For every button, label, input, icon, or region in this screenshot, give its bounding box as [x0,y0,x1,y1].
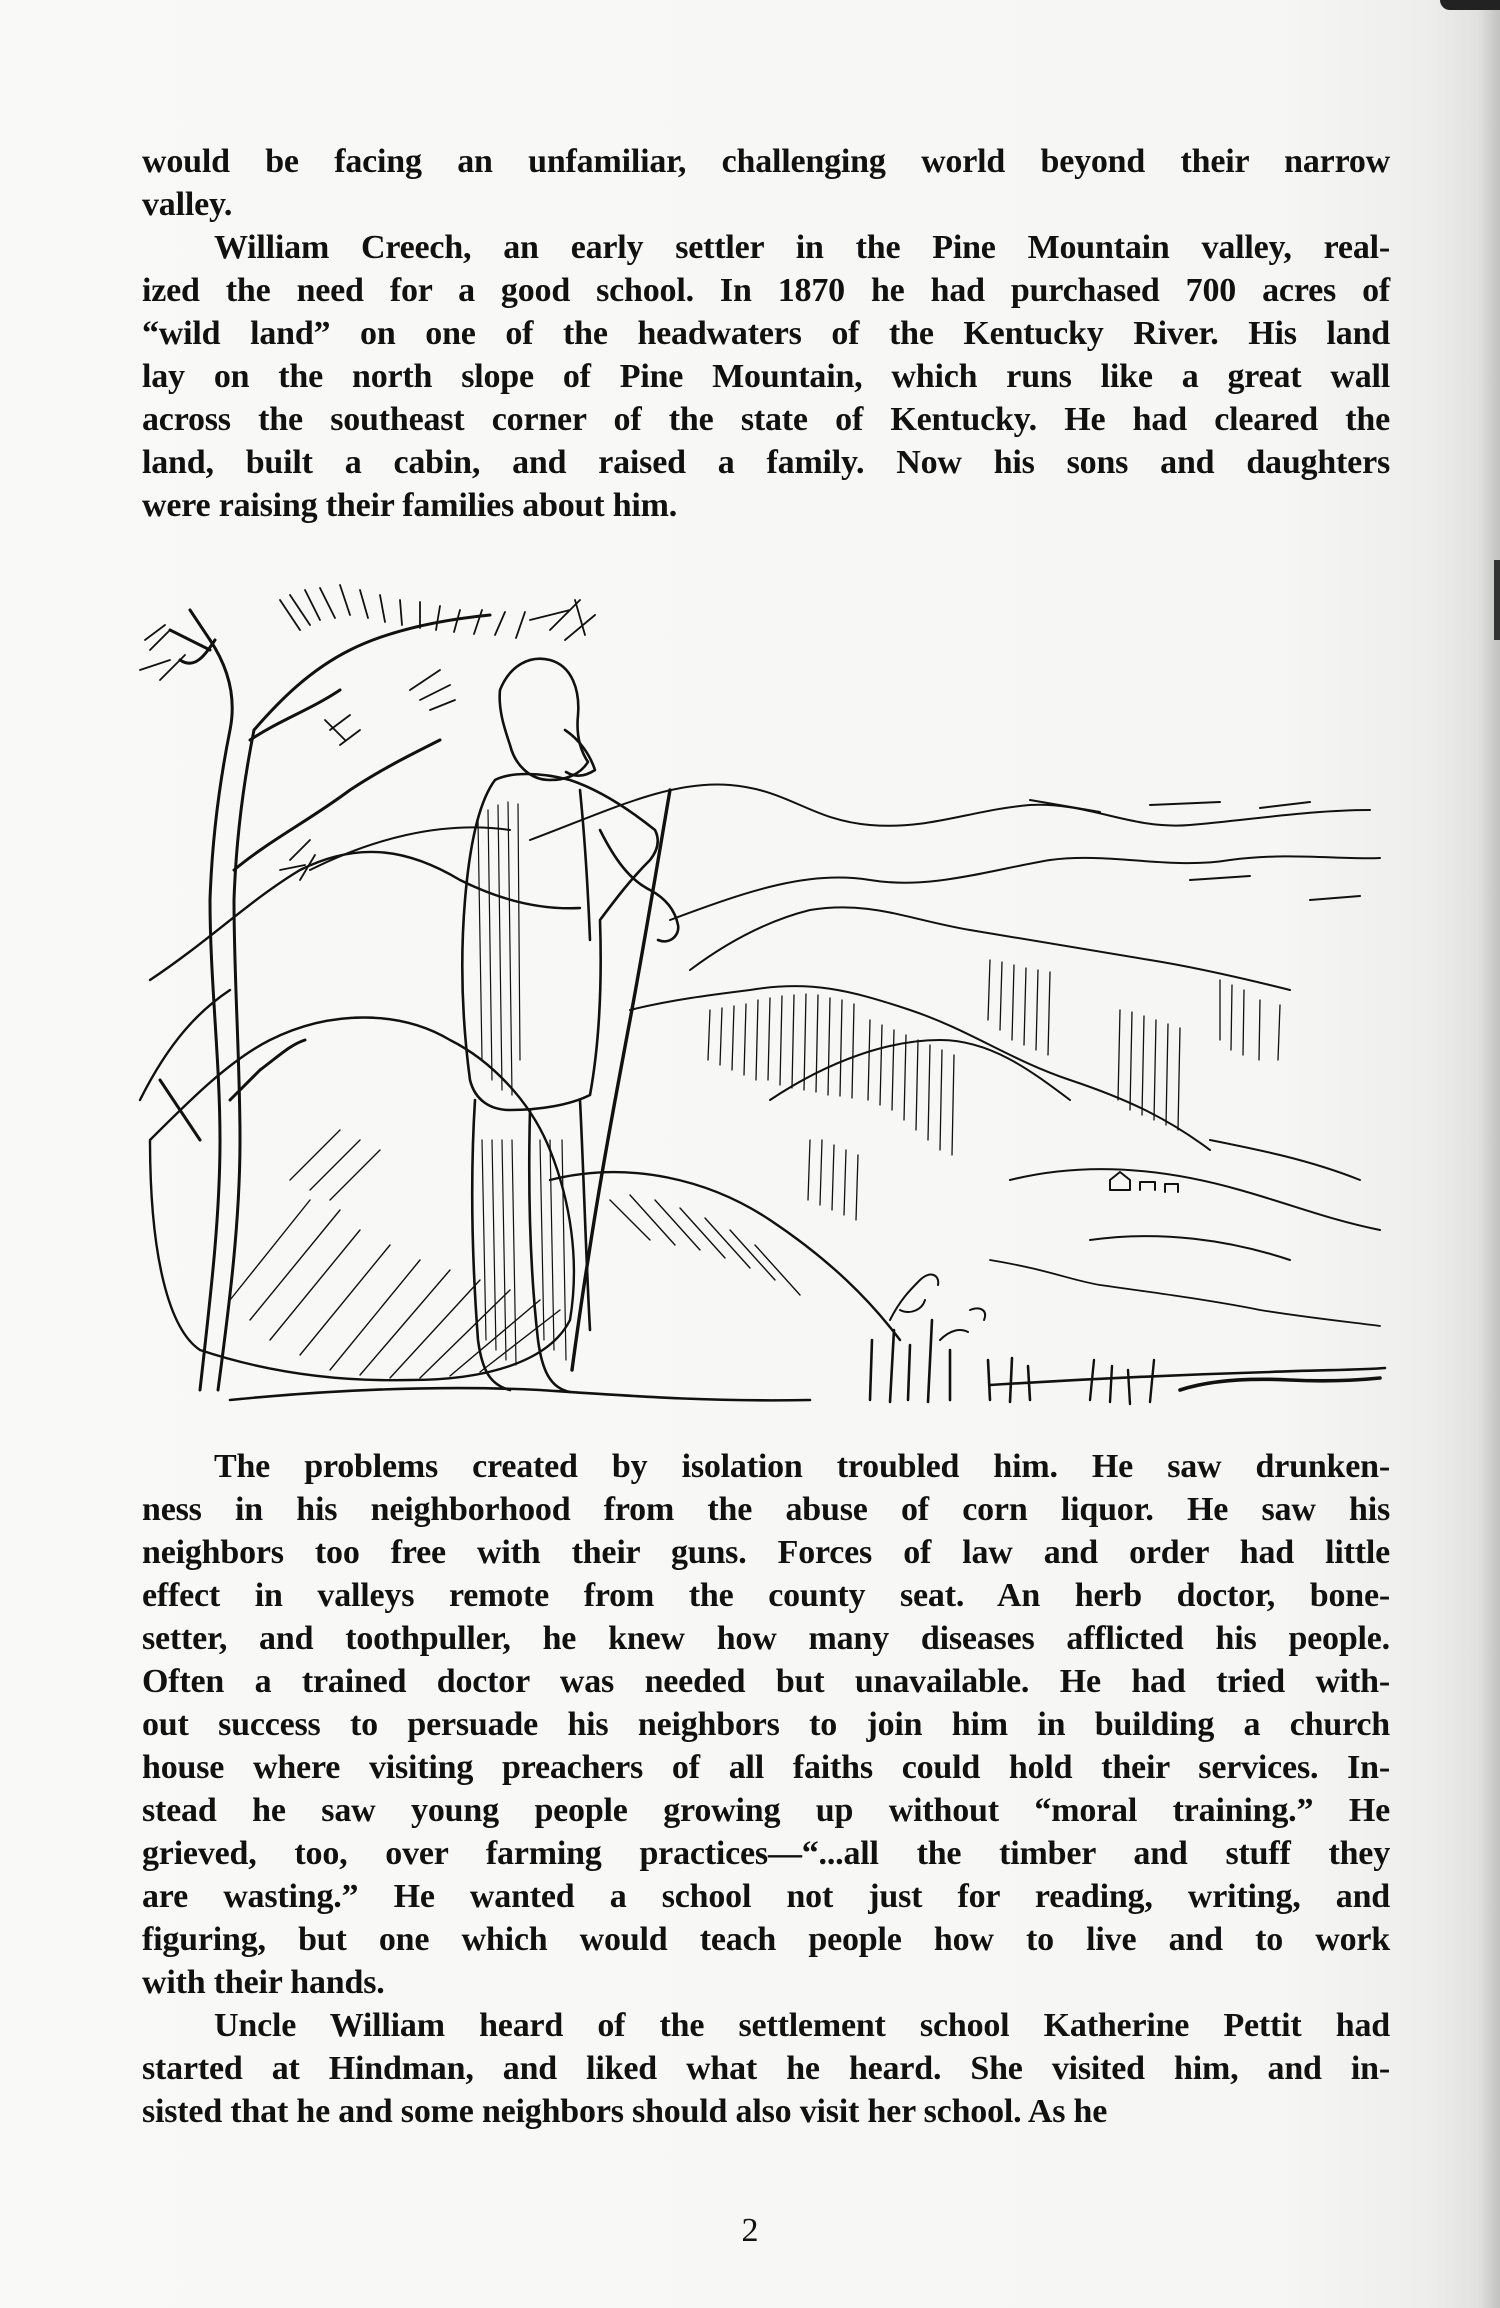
man-beard [565,730,595,776]
foreground-ground [230,1320,1385,1402]
text-line: would be facing an unfamiliar, challenging world beyond their narrow [142,143,1390,180]
text-line: grieved, too, over farming practices—“...all the timber and stuff they [142,1835,1390,1872]
text-line: house where visiting preachers of all faiths could hold their services. In- [142,1749,1390,1786]
river-path [990,1260,1380,1326]
text-line: Often a trained doctor was needed but unavailable. He had tried with- [142,1663,1390,1700]
text-block-bottom [142,1445,1390,2133]
text-line: stead he saw young people growing up without “moral training.” He [142,1792,1390,1829]
slope-hatching [708,960,1280,1220]
text-line: sisted that he and some neighbors should also visit her school. As he [142,2093,1108,2130]
text-line: ized the need for a good school. In 1870 he had purchased 700 acres of [142,272,1390,309]
paragraph [142,226,1390,527]
text-line: Uncle William heard of the settlement school Katherine Pettit had [214,2007,1390,2044]
text-line: setter, and toothpuller, he knew how many diseases afflicted his people. [142,1620,1390,1657]
pine-needles [140,585,595,880]
rock-outcrop [150,1018,900,1381]
page-edge-shadow [1478,0,1500,2308]
man-head [500,659,588,780]
wildflowers [890,1275,985,1340]
scan-side-mark [1494,560,1500,640]
text-line: with their hands. [142,1964,385,2001]
valley-slopes [630,907,1380,1260]
text-line: neighbors too free with their guns. Forces of law and order had little [142,1534,1390,1571]
man-arm [600,830,678,941]
paragraph [142,2004,1390,2133]
text-line: started at Hindman, and liked what he heard. She visited him, and in- [142,2050,1390,2087]
text-line: out success to persuade his neighbors to join him in building a church [142,1706,1390,1743]
text-line: land, built a cabin, and raised a family. Now his sons and daughters [142,444,1390,481]
text-line: figuring, but one which would teach people how to live and to work [142,1921,1390,1958]
text-line: lay on the north slope of Pine Mountain, which runs like a great wall [142,358,1390,395]
text-line: William Creech, an early settler in the Pine Mountain valley, real- [214,229,1390,266]
text-line: were raising their families about him. [142,487,678,524]
figure-hatching [478,802,566,1365]
illustration-man-overlooking-valley [110,540,1390,1420]
left-hill [140,852,580,1100]
text-line: “wild land” on one of the headwaters of the Kentucky River. His land [142,315,1390,352]
text-line: effect in valleys remote from the county seat. An herb doctor, bone- [142,1577,1390,1614]
text-line: are wasting.” He wanted a school not just for reading, writing, and [142,1878,1390,1915]
page-number: 2 [741,2212,759,2249]
text-line: valley. [142,186,233,223]
man-suspender [580,790,590,940]
text-line: The problems created by isolation troubled him. He saw drunken- [214,1448,1390,1485]
text-line: ness in his neighborhood from the abuse of corn liquor. He saw his [142,1491,1390,1528]
scan-corner-mark [1440,0,1500,10]
text-block-top [142,140,1390,527]
paragraph [142,140,1390,226]
text-line: across the southeast corner of the state of Kentucky. He had cleared the [142,401,1390,438]
foreground-strokes [1090,1360,1380,1404]
paragraph [142,1445,1390,2004]
